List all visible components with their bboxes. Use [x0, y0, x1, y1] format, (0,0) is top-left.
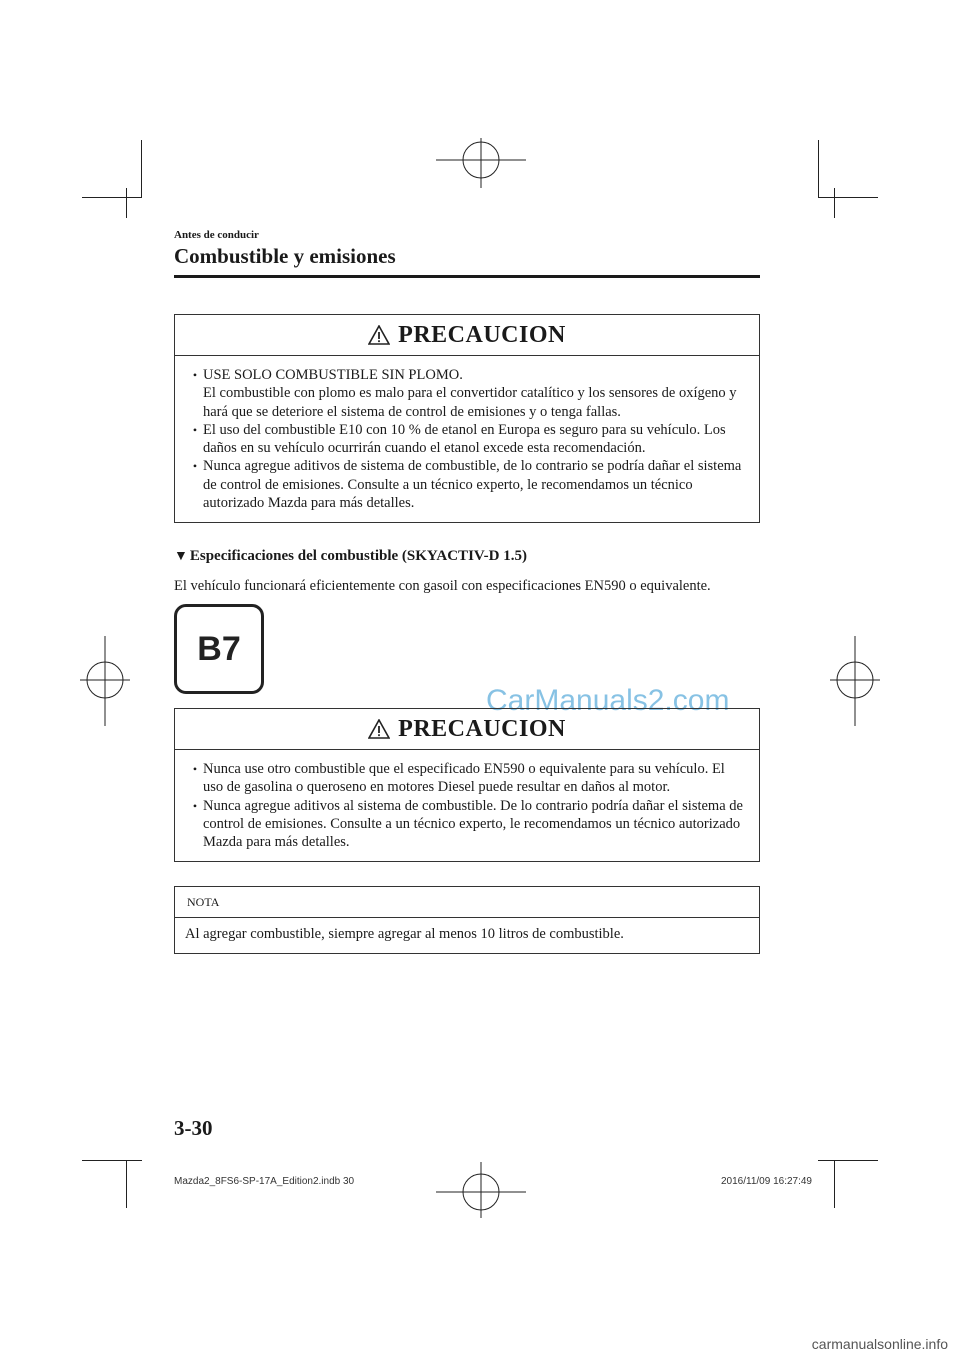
footer-timestamp: 2016/11/09 16:27:49 — [720, 1176, 812, 1187]
registration-mark-left — [80, 636, 130, 726]
note-box — [174, 886, 760, 954]
page-title: Combustible y emisiones — [174, 244, 396, 268]
caution-header — [175, 315, 759, 356]
note-text: Al agregar combustible, siempre agregar al menos 10 litros de combustible. — [185, 926, 624, 942]
caution-item-text: Nunca agregue aditivos al sistema de combustible. De lo contrario podría dañar el sistema de control de emisiones. Consulte a un técnico experto, le recomendamos un técnico autorizado Mazda para más detalles. — [203, 797, 743, 851]
title-rule — [174, 275, 760, 278]
caution-item-text: El uso del combustible E10 con 10 % de etanol en Europa es seguro para su vehículo. Los daños en su vehículo ocurrirán cuando el etanol excede esta recomendación. — [203, 421, 726, 457]
warning-triangle-icon — [368, 719, 390, 739]
caution-box-2 — [174, 708, 760, 862]
note-title: NOTA — [175, 887, 759, 918]
registration-mark-bottom — [436, 1162, 526, 1218]
caution-item: • Nunca agregue aditivos al sistema de combustible. De lo contrario podría dañar el sistema de control de emisiones. Consulte a un técnico experto, le recomendamos un técnico autorizado Mazda para más detalles. — [187, 797, 747, 852]
footer-watermark: carmanualsonline.info — [811, 1336, 948, 1352]
b7-fuel-label-icon: B7 — [174, 604, 264, 694]
caution-item-text: Nunca use otro combustible que el especificado EN590 o equivalente para su vehículo. El uso de gasolina o queroseno en motores Diesel puede resultar en daños al motor. — [203, 761, 725, 796]
caution-item-detail: El combustible con plomo es malo para el convertidor catalítico y los sensores de oxígeno y hará que se deteriore el sistema de control de emisiones y o tenga fallas. — [203, 385, 737, 420]
registration-mark-top — [436, 138, 526, 188]
spec-heading — [174, 548, 527, 565]
warning-triangle-icon — [368, 325, 390, 345]
caution-item: • Nunca agregue aditivos de sistema de combustible, de lo contrario se podría dañar el sistema de control de emisiones. Consulte a un técnico experto, le recomendamos un técnico autorizado Mazda para más detalles. — [187, 457, 747, 512]
registration-mark-right — [830, 636, 880, 726]
caution-header — [175, 709, 759, 750]
page-number: 3-30 — [174, 1116, 213, 1140]
caution-item-text: Nunca agregue aditivos de sistema de combustible, de lo contrario se podría dañar el sistema de control de emisiones. Consulte a un técnico experto, le recomendamos un técnico autorizado Mazda para más detalles. — [203, 458, 742, 512]
caution-item-text: USE SOLO COMBUSTIBLE SIN PLOMO. — [203, 367, 463, 383]
caution-box-1 — [174, 314, 760, 523]
spec-paragraph: El vehículo funcionará eficientemente con gasoil con especificaciones EN590 o equivalente. — [174, 578, 711, 594]
caution-item: • El uso del combustible E10 con 10 % de etanol en Europa es seguro para su vehículo. Los daños en su vehículo ocurrirán cuando el etanol excede esta recomendación. — [187, 421, 747, 458]
spec-heading-text: Especificaciones del combustible (SKYACTIV-D 1.5) — [189, 548, 527, 564]
section-label: Antes de conducir — [174, 229, 259, 241]
watermark: CarManuals2.com — [486, 684, 730, 717]
caution-item: • USE SOLO COMBUSTIBLE SIN PLOMO. El combustible con plomo es malo para el convertidor catalítico y los sensores de oxígeno y hará que se deteriore el sistema de control de emisiones y o tenga fallas. — [192, 367, 737, 420]
footer-file: Mazda2_8FS6-SP-17A_Edition2.indb 30 — [174, 1176, 355, 1187]
down-triangle-icon: ▼ — [174, 548, 188, 564]
caution-title: PRECAUCION — [398, 715, 566, 742]
caution-title: PRECAUCION — [398, 321, 566, 348]
caution-item: • Nunca use otro combustible que el especificado EN590 o equivalente para su vehículo. El uso de gasolina o queroseno en motores Diesel puede resultar en daños al motor. — [187, 760, 747, 797]
